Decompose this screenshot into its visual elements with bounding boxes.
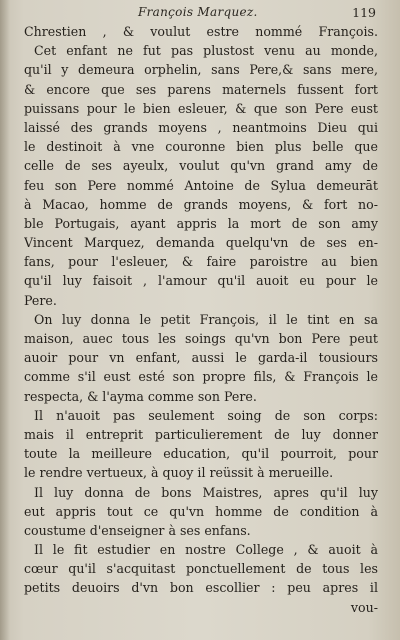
text-line: Il le fit estudier en nostre College , & auoit à [34, 542, 378, 558]
text-line: celle de ses ayeulx, voulut qu'vn grand amy de [24, 158, 378, 174]
text-line: qu'il y demeura orphelin, sans Pere,& sans mere, [24, 62, 378, 78]
text-line: laissé des grands moyens , neantmoins Dieu qui [24, 119, 378, 135]
text-line: Cet enfant ne fut pas plustost venu au monde, [34, 43, 378, 59]
text-line: Pere. [24, 292, 57, 308]
text-line: le destinoit à vne couronne bien plus belle que [24, 139, 378, 155]
text-line: respecta, & l'ayma comme son Pere. [24, 388, 257, 404]
text-line: auoir pour vn enfant, aussi le garda-il tousiours [24, 350, 378, 366]
text-line: le rendre vertueux, à quoy il reüssit à merueille. [24, 465, 334, 481]
text-line: toute la meilleure education, qu'il pourroit, pour [24, 446, 378, 462]
text-line: Il luy donna de bons Maistres, apres qu'il luy [34, 484, 378, 500]
text-line: On luy donna le petit François, il le tint en sa [34, 311, 378, 327]
text-line: fans, pour l'esleuer, & faire paroistre au bien [24, 254, 378, 270]
text-line: mais il entreprit particulierement de luy donner [24, 426, 378, 442]
page-number: 119 [352, 5, 376, 20]
text-line: petits deuoirs d'vn bon escollier : peu apres il [24, 580, 378, 596]
text-line: Vincent Marquez, demanda quelqu'vn de ses en- [24, 235, 378, 251]
text-line: feu son Pere nommé Antoine de Sylua demeurāt [24, 177, 378, 193]
text-line: eut appris tout ce qu'vn homme de condition à [24, 503, 378, 519]
running-title: François Marquez. [138, 5, 258, 19]
text-line: & encore que ses parens maternels fussent fort [24, 81, 378, 97]
body-text [24, 22, 378, 617]
text-line: cœur qu'il s'acquitast ponctuellement de tous les [24, 561, 378, 577]
text-line: à Macao, homme de grands moyens, & fort no- [24, 196, 378, 212]
text-line: maison, auec tous les soings qu'vn bon Pere peut [24, 331, 378, 346]
text-line: ble Portugais, ayant appris la mort de son amy [24, 215, 378, 231]
text-line: Chrestien , & voulut estre nommé François. [24, 24, 378, 39]
text-line: coustume d'enseigner à ses enfans. [24, 522, 251, 538]
text-line: puissans pour le bien esleuer, & que son Pere eust [24, 100, 378, 116]
text-line: Il n'auoit pas seulement soing de son corps: [34, 407, 378, 423]
text-line: comme s'il eust esté son propre fils, & François le [24, 369, 378, 385]
text-line: qu'il luy faisoit , l'amour qu'il auoit eu pour le [24, 273, 378, 289]
page-header [0, 2, 400, 22]
catchword: vou- [350, 599, 378, 615]
